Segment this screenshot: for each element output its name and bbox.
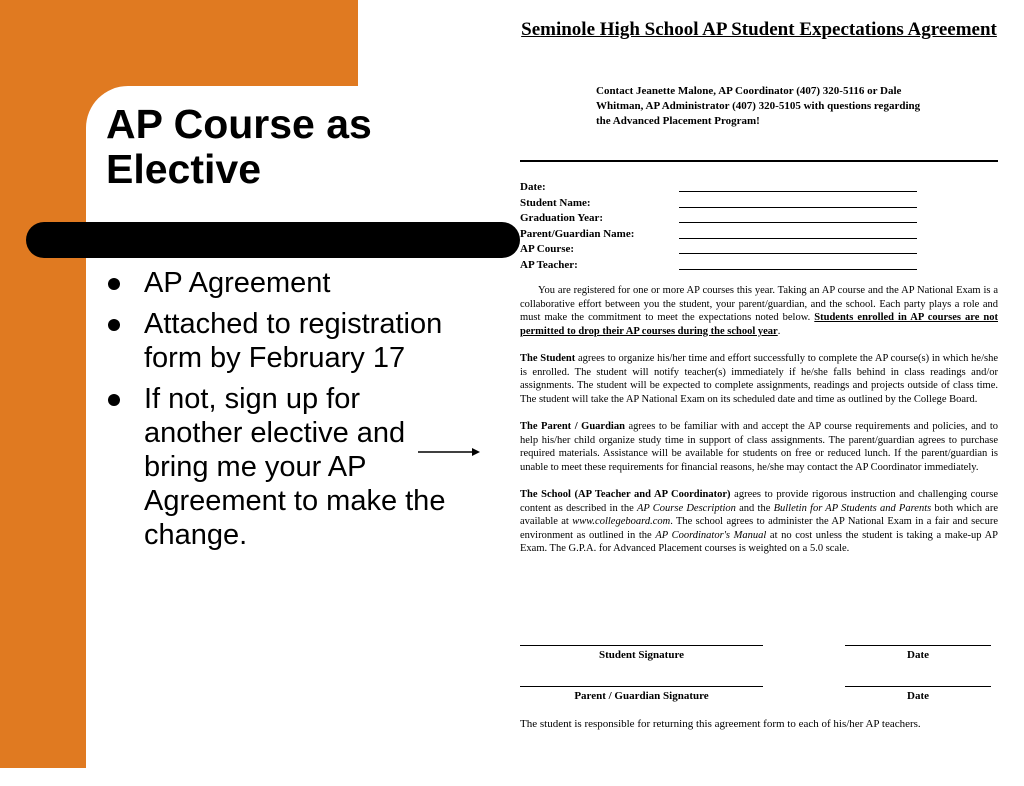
document-divider <box>520 160 998 162</box>
student-paragraph <box>520 352 998 406</box>
bullet-dot-icon <box>108 278 120 290</box>
field-blank-line <box>679 253 917 254</box>
bullet-list <box>104 266 464 559</box>
course-description-ref: AP Course Description <box>636 502 736 514</box>
field-label: Date: <box>520 181 546 193</box>
form-field <box>520 180 998 196</box>
school-text: at no cost unless the student is taking a make-up AP Exam. The G.P.A. for Advanced Placement courses is weighted on a 5.0 scale. <box>520 529 998 555</box>
parent-signature-label: Parent / Guardian Signature <box>574 690 709 702</box>
drop-policy-text: Students enrolled in AP courses are not permitted to drop their AP courses during the school year <box>520 312 999 337</box>
field-label: Graduation Year: <box>520 212 604 224</box>
document-body <box>520 284 998 569</box>
bullet-dot-icon <box>108 319 120 331</box>
form-field <box>520 196 998 212</box>
intro-paragraph <box>520 284 998 338</box>
document-footer: The student is responsible for returning this agreement form to each of his/her AP teachers. <box>520 718 921 730</box>
form-field <box>520 227 998 243</box>
parent-heading: The Parent / Guardian <box>520 420 625 432</box>
student-text: agrees to organize his/her time and effort successfully to complete the AP course(s) in which he/she is enrolled. The student will notify teacher(s) immediately if he/she falls behind in class readings and/or assignments. The student will be expected to complete assignments, readings and projects outside of class time. The student will take the AP National Exam on its scheduled date and time as outlined by the College Board. <box>520 352 998 405</box>
intro-text: You are registered for one or more AP courses this year. Taking an AP course and the AP National Exam is a collaborative effort between you the student, your parent/guardian, and the school. Each party plays a role and must make the commitment to meet the expectations noted below. <box>520 285 998 324</box>
intro-end: . <box>777 325 781 337</box>
date-label: Date <box>907 649 929 661</box>
form-fields <box>520 180 998 273</box>
date-line <box>845 645 991 646</box>
agreement-document <box>520 0 998 768</box>
field-blank-line <box>679 222 917 223</box>
parent-paragraph <box>520 420 998 474</box>
school-text: . The school agrees to administer the AP National Exam in a fair and secure environment as outlined in the <box>520 516 998 541</box>
school-paragraph <box>520 488 998 556</box>
school-text: and the <box>735 502 774 514</box>
bullet-text: If not, sign up for another elective and bring me your AP Agreement to make the change. <box>144 383 446 551</box>
field-label: AP Teacher: <box>520 258 578 271</box>
field-label: Student Name: <box>520 196 591 209</box>
form-field <box>520 242 998 258</box>
parent-text: agrees to be familiar with and accept the AP course requirements and policies, and to help his/her child organize study time in support of class assignments. The parent/guardian agrees to purchase required materials. Assistance will be available for students on free or reduced lunch. If the parent/guardian is unable to meet these requirements for financial reasons, he/she may contact the AP Coordinator immediately. <box>520 420 999 473</box>
student-signature-line <box>520 645 763 646</box>
school-text: agrees to provide rigorous instruction and challenging course content as described in the <box>520 488 999 514</box>
student-heading: The Student <box>520 352 576 364</box>
bullet-item <box>104 266 464 300</box>
field-blank-line <box>679 191 917 192</box>
contact-info: Contact Jeanette Malone, AP Coordinator (407) 320-5116 or Dale Whitman, AP Administrator (407) 320-5105 with questions regarding the Advanced Placement Program! <box>596 85 921 127</box>
website-ref: www.collegeboard.com <box>572 516 671 528</box>
school-heading: The School (AP Teacher and AP Coordinator) <box>520 488 731 500</box>
field-blank-line <box>679 207 917 208</box>
bulletin-ref: Bulletin for AP Students and Parents <box>773 502 932 514</box>
date-label: Date <box>907 690 929 702</box>
form-field <box>520 258 998 274</box>
right-arrow-icon <box>418 445 482 459</box>
bullet-text: Attached to registration form by February 17 <box>144 308 443 374</box>
bullet-dot-icon <box>108 394 120 406</box>
date-line <box>845 686 991 687</box>
manual-ref: AP Coordinator's Manual <box>655 529 767 541</box>
title-divider-bar <box>26 222 520 258</box>
school-text: both which are available at <box>520 502 998 528</box>
field-label: Parent/Guardian Name: <box>520 227 635 240</box>
student-signature-label: Student Signature <box>598 649 685 661</box>
bullet-item <box>104 382 464 552</box>
bullet-text: AP Agreement <box>144 267 331 299</box>
field-label: AP Course: <box>520 243 575 255</box>
slide-title: AP Course as Elective <box>106 101 372 192</box>
form-field <box>520 211 998 227</box>
field-blank-line <box>679 269 917 270</box>
parent-signature-line <box>520 686 763 687</box>
document-title: Seminole High School AP Student Expectations Agreement <box>521 19 997 40</box>
field-blank-line <box>679 238 917 239</box>
bullet-item <box>104 307 464 375</box>
